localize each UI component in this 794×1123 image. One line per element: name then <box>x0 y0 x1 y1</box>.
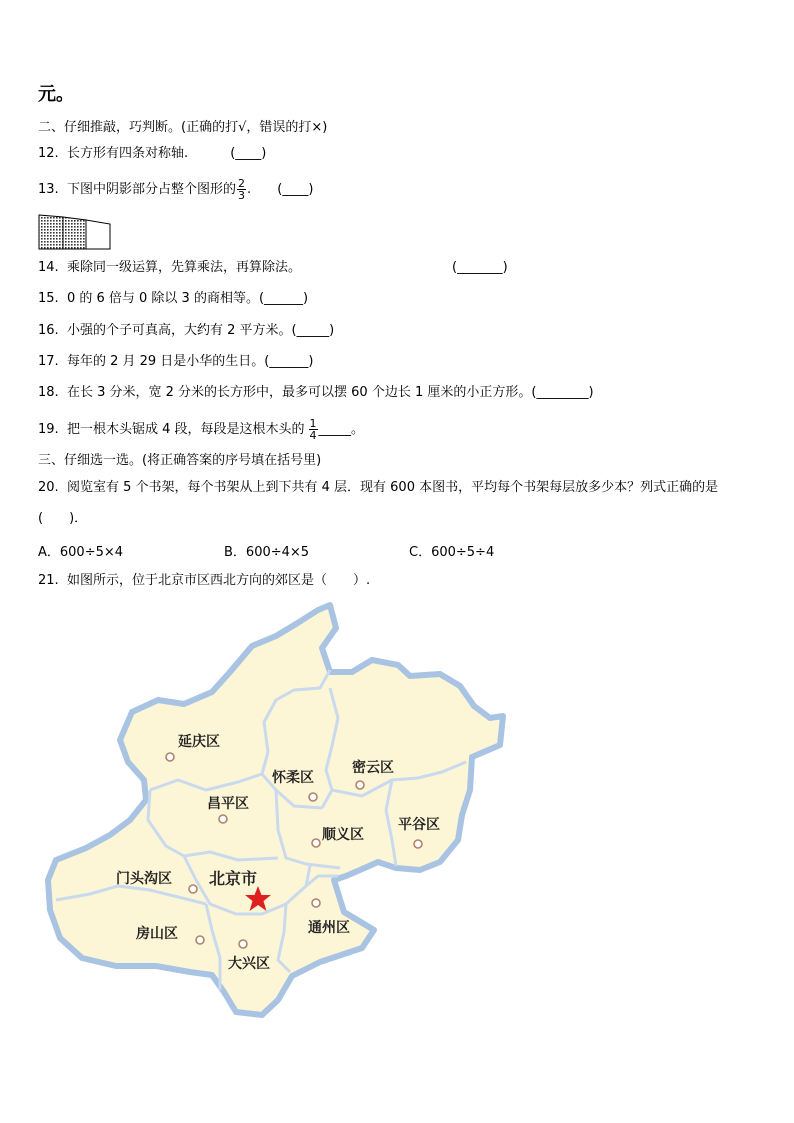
fraction-numerator: 1 <box>309 417 317 430</box>
question-number: 13. <box>38 182 59 197</box>
top-fragment: 元。 <box>38 84 74 105</box>
question-suffix: . <box>246 182 252 197</box>
label-pinggu: 平谷区 <box>398 817 440 833</box>
marker-shunyi <box>312 839 320 847</box>
question-number: 16. <box>38 323 59 338</box>
label-mentougou: 门头沟区 <box>116 871 172 887</box>
answer-blank[interactable]: (______) <box>264 354 314 369</box>
marker-huairou <box>309 793 317 801</box>
marker-miyun <box>356 781 364 789</box>
question-text: 每年的 2 月 29 日是小华的生日。 <box>66 354 265 369</box>
question-text: 长方形有四条对称轴. <box>66 146 189 161</box>
marker-daxing <box>239 940 247 948</box>
question-text: 小强的个子可真高，大约有 2 平方米。 <box>66 323 292 338</box>
answer-blank[interactable]: (_____) <box>291 323 335 338</box>
question-20-cont: ( )． <box>38 511 88 526</box>
question-number: 12. <box>38 146 59 161</box>
fraction-denominator: 3 <box>237 189 245 202</box>
question-text: 乘除同一级运算，先算乘法，再算除法。 <box>66 260 301 275</box>
label-changping: 昌平区 <box>207 796 249 812</box>
fraction-numerator: 2 <box>237 177 245 190</box>
question-text: 0 的 6 倍与 0 除以 3 的商相等。 <box>66 291 259 306</box>
marker-yanqing <box>166 753 174 761</box>
section2-heading: 二、仔细推敲，巧判断。(正确的打√，错误的打×) <box>38 120 328 135</box>
question-text: 下图中阴影部分占整个图形的 <box>66 182 236 197</box>
answer-blank[interactable]: (________) <box>531 385 594 400</box>
question-number: 17. <box>38 354 59 369</box>
question-number: 14. <box>38 260 59 275</box>
label-daxing: 大兴区 <box>228 956 270 972</box>
fraction-denominator: 4 <box>309 429 317 442</box>
marker-pinggu <box>414 840 422 848</box>
label-shunyi: 顺义区 <box>322 827 364 843</box>
answer-blank[interactable]: (______) <box>258 291 309 306</box>
answer-blank[interactable]: (____) <box>277 182 314 197</box>
label-beijing-city: 北京市 <box>209 869 258 888</box>
answer-blank[interactable]: (____) <box>230 146 267 161</box>
question-text: 把一根木头锯成 4 段，每段是这根木头的 <box>66 422 305 437</box>
option-c[interactable]: C．600÷5÷4 <box>409 545 495 560</box>
section3-heading: 三、仔细选一选。(将正确答案的序号填在括号里) <box>38 453 322 468</box>
marker-fangshan <box>196 936 204 944</box>
answer-blank[interactable]: _____。 <box>318 422 365 437</box>
answer-blank[interactable]: (_______) <box>452 260 508 275</box>
option-a[interactable]: A．600÷5×4 <box>38 545 124 560</box>
question-text: 阅览室有 5 个书架，每个书架从上到下共有 4 层．现有 600 本图书，平均每个书架每层放多少本？列式正确的是 <box>66 480 719 495</box>
option-b[interactable]: B．600÷4×5 <box>224 545 310 560</box>
marker-mentougou <box>189 885 197 893</box>
question-number: 15. <box>38 291 59 306</box>
question-text: 在长 3 分米，宽 2 分米的长方形中，最多可以摆 60 个边长 1 厘米的小正方形。 <box>66 385 532 400</box>
label-huairou: 怀柔区 <box>272 770 314 786</box>
label-tongzhou: 通州区 <box>308 920 350 936</box>
question-number: 18. <box>38 385 59 400</box>
question-text: 如图所示，位于北京市区西北方向的郊区是（ ）. <box>66 573 371 588</box>
marker-tongzhou <box>312 899 320 907</box>
label-miyun: 密云区 <box>352 760 394 776</box>
question-number: 21. <box>38 573 59 588</box>
question-number: 20. <box>38 480 59 495</box>
label-fangshan: 房山区 <box>136 926 178 942</box>
label-yanqing: 延庆区 <box>178 734 220 750</box>
marker-changping <box>219 815 227 823</box>
question-number: 19. <box>38 422 59 437</box>
